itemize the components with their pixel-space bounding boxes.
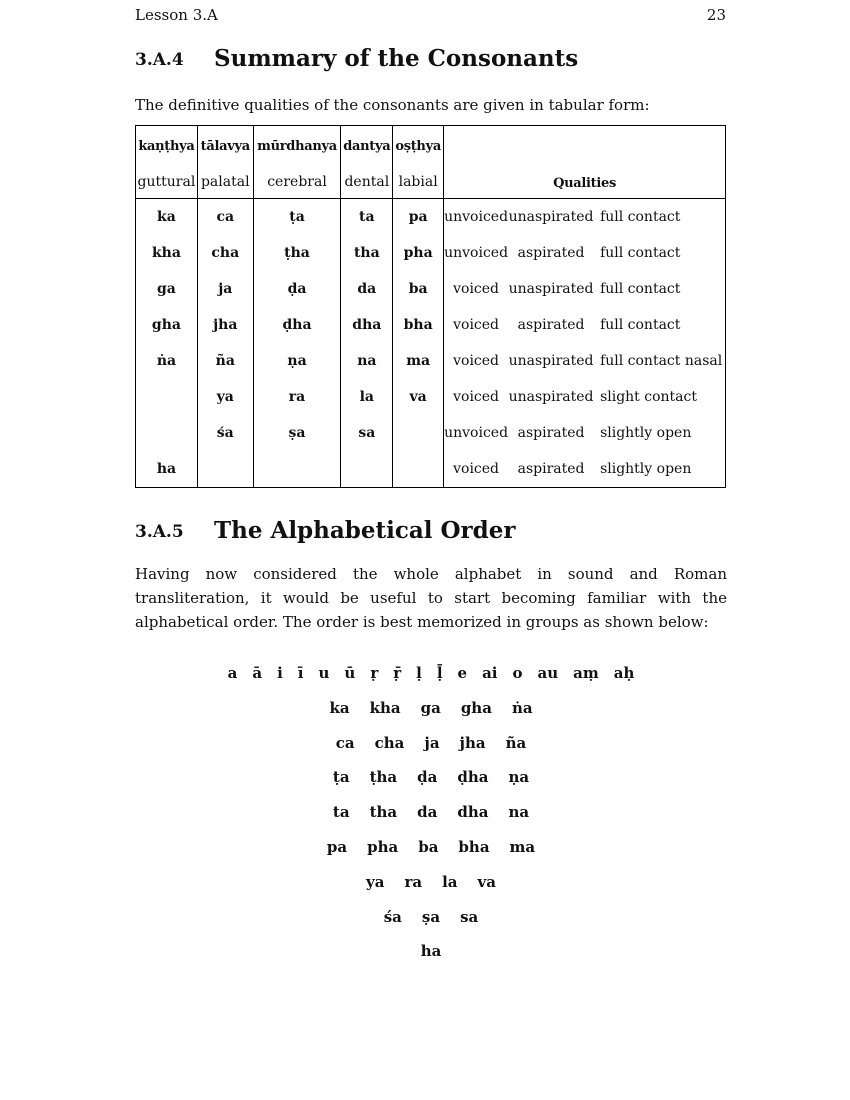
qualities-cell bbox=[444, 343, 726, 379]
alphabet-letter: ā bbox=[252, 664, 263, 682]
consonant-cell: na bbox=[341, 343, 393, 379]
voicing-quality: voiced bbox=[453, 281, 500, 297]
consonant-cell: ña bbox=[197, 343, 253, 379]
alphabet-letter: ṅa bbox=[511, 699, 533, 717]
contact-quality: slightly open bbox=[600, 425, 692, 441]
table-header-sanskrit-row bbox=[136, 126, 726, 167]
alphabet-letter: a bbox=[227, 664, 238, 682]
table-row bbox=[136, 379, 726, 415]
table-row bbox=[136, 307, 726, 343]
qualities-cell bbox=[444, 451, 726, 488]
consonant-cell bbox=[393, 415, 444, 451]
alphabet-letter: ba bbox=[418, 838, 439, 856]
consonant-cell bbox=[253, 451, 341, 488]
consonant-cell: ṭha bbox=[253, 235, 341, 271]
alphabet-letter: o bbox=[512, 664, 523, 682]
consonant-cell: ṇa bbox=[253, 343, 341, 379]
alphabet-group-line bbox=[135, 803, 727, 821]
qualities-cell bbox=[444, 199, 726, 236]
alphabet-letter: ṣa bbox=[421, 908, 441, 926]
qualities-header: Qualities bbox=[444, 126, 726, 199]
alphabet-letter: ū bbox=[344, 664, 356, 682]
alphabet-group-line bbox=[135, 699, 727, 717]
table-row bbox=[136, 415, 726, 451]
alphabet-letter: pha bbox=[367, 838, 399, 856]
consonant-cell: ba bbox=[393, 271, 444, 307]
consonant-cell: ka bbox=[136, 199, 198, 236]
consonant-cell: ya bbox=[197, 379, 253, 415]
aspiration-quality: unaspirated bbox=[508, 209, 594, 225]
alphabet-letter: ī bbox=[297, 664, 304, 682]
alphabet-letter: i bbox=[277, 664, 283, 682]
consonant-cell: ja bbox=[197, 271, 253, 307]
table-row bbox=[136, 199, 726, 236]
aspiration-quality: aspirated bbox=[517, 425, 585, 441]
alphabet-group-line bbox=[135, 873, 727, 891]
consonant-cell: cha bbox=[197, 235, 253, 271]
alphabet-letter: ya bbox=[366, 873, 385, 891]
col-header-sanskrit: kaṇṭhya bbox=[136, 126, 198, 167]
alphabet-letter: ca bbox=[335, 734, 355, 752]
consonant-cell: jha bbox=[197, 307, 253, 343]
qualities-cell bbox=[444, 379, 726, 415]
alphabet-letter: ṛ bbox=[370, 664, 379, 682]
col-header-sanskrit: oṣṭhya bbox=[393, 126, 444, 167]
alphabet-letter: aṃ bbox=[573, 664, 599, 682]
alphabet-letter: ṭa bbox=[332, 768, 350, 786]
contact-quality: full contact nasal bbox=[600, 353, 723, 369]
alphabet-letter: ga bbox=[420, 699, 441, 717]
alphabet-letter: bha bbox=[458, 838, 490, 856]
aspiration-quality: unaspirated bbox=[508, 353, 594, 369]
contact-quality: slight contact bbox=[600, 389, 697, 405]
alphabet-letter: ṝ bbox=[393, 664, 402, 682]
consonant-cell: ṭa bbox=[253, 199, 341, 236]
alphabet-letter: ṇa bbox=[508, 768, 530, 786]
col-header-sanskrit: dantya bbox=[341, 126, 393, 167]
alphabet-letter: va bbox=[477, 873, 496, 891]
consonant-cell: sa bbox=[341, 415, 393, 451]
qualities-cell bbox=[444, 235, 726, 271]
consonant-cell: pha bbox=[393, 235, 444, 271]
voicing-quality: voiced bbox=[453, 461, 500, 477]
alphabet-letter: aḥ bbox=[613, 664, 635, 682]
col-header-english: guttural bbox=[136, 166, 198, 199]
voicing-quality: unvoiced bbox=[444, 209, 509, 225]
consonant-cell: va bbox=[393, 379, 444, 415]
consonant-cell: pa bbox=[393, 199, 444, 236]
consonant-cell: kha bbox=[136, 235, 198, 271]
consonant-cell: ga bbox=[136, 271, 198, 307]
section-number: 3.A.5 bbox=[135, 522, 184, 542]
alphabet-group-line bbox=[135, 942, 727, 960]
contact-quality: slightly open bbox=[600, 461, 692, 477]
consonant-cell: ṅa bbox=[136, 343, 198, 379]
section-title: The Alphabetical Order bbox=[214, 517, 516, 544]
alphabet-letter: u bbox=[318, 664, 330, 682]
section-number: 3.A.4 bbox=[135, 50, 184, 70]
alphabet-letter: dha bbox=[457, 803, 489, 821]
consonant-cell bbox=[393, 451, 444, 488]
alphabet-intro-paragraph: Having now considered the whole alphabet in sound and Roman transliteration, it would be useful to start becoming familiar with the alphabetical order. The order is best memorized in groups as shown below: bbox=[135, 565, 727, 631]
alphabet-letter: śa bbox=[383, 908, 402, 926]
consonant-cell bbox=[197, 451, 253, 488]
contact-quality: full contact bbox=[600, 245, 681, 261]
aspiration-quality: aspirated bbox=[517, 317, 585, 333]
alphabet-group-line bbox=[135, 734, 727, 752]
aspiration-quality: unaspirated bbox=[508, 389, 594, 405]
col-header-english: cerebral bbox=[253, 166, 341, 199]
alphabet-letter: ta bbox=[332, 803, 350, 821]
alphabet-letter: ma bbox=[509, 838, 536, 856]
col-header-sanskrit: tālavya bbox=[197, 126, 253, 167]
consonant-cell: ra bbox=[253, 379, 341, 415]
table-intro-text: The definitive qualities of the consonants are given in tabular form: bbox=[135, 96, 650, 114]
section-heading-3a5 bbox=[135, 517, 516, 544]
consonant-cell: dha bbox=[341, 307, 393, 343]
consonant-cell: la bbox=[341, 379, 393, 415]
consonant-cell: tha bbox=[341, 235, 393, 271]
alphabet-letter: ha bbox=[420, 942, 442, 960]
voicing-quality: voiced bbox=[453, 353, 500, 369]
consonant-cell: ha bbox=[136, 451, 198, 488]
consonant-cell bbox=[341, 451, 393, 488]
alphabet-letter: ai bbox=[482, 664, 498, 682]
consonant-cell: ḍha bbox=[253, 307, 341, 343]
alphabet-letter: ra bbox=[404, 873, 423, 891]
alphabet-letter: ṭha bbox=[369, 768, 398, 786]
col-header-sanskrit: mūrdhanya bbox=[253, 126, 341, 167]
qualities-cell bbox=[444, 307, 726, 343]
consonant-table bbox=[135, 125, 726, 488]
voicing-quality: unvoiced bbox=[444, 245, 509, 261]
alphabet-letter: pa bbox=[326, 838, 348, 856]
alphabet-group-line bbox=[135, 838, 727, 856]
alphabet-letter: cha bbox=[374, 734, 405, 752]
voicing-quality: voiced bbox=[453, 389, 500, 405]
section-title: Summary of the Consonants bbox=[214, 45, 579, 72]
consonant-cell: bha bbox=[393, 307, 444, 343]
consonant-cell: ta bbox=[341, 199, 393, 236]
alphabet-letter: kha bbox=[369, 699, 401, 717]
aspiration-quality: aspirated bbox=[517, 245, 585, 261]
consonant-cell: ca bbox=[197, 199, 253, 236]
alphabet-letter: ḹ bbox=[436, 664, 443, 682]
table-row bbox=[136, 451, 726, 488]
contact-quality: full contact bbox=[600, 317, 681, 333]
consonant-cell: ṣa bbox=[253, 415, 341, 451]
table-row bbox=[136, 235, 726, 271]
alphabet-letter: gha bbox=[460, 699, 492, 717]
table-row bbox=[136, 271, 726, 307]
consonant-cell: śa bbox=[197, 415, 253, 451]
consonant-cell bbox=[136, 415, 198, 451]
alphabet-letter: e bbox=[457, 664, 468, 682]
alphabet-letter: ña bbox=[505, 734, 527, 752]
col-header-english: labial bbox=[393, 166, 444, 199]
col-header-english: dental bbox=[341, 166, 393, 199]
alphabet-letter: ḍha bbox=[457, 768, 489, 786]
alphabet-letter: ka bbox=[329, 699, 350, 717]
consonant-cell: ma bbox=[393, 343, 444, 379]
alphabet-letter: la bbox=[442, 873, 458, 891]
consonant-cell: da bbox=[341, 271, 393, 307]
alphabet-group-line bbox=[135, 908, 727, 926]
alphabet-letter: au bbox=[537, 664, 559, 682]
consonant-cell: ḍa bbox=[253, 271, 341, 307]
alphabet-letter: sa bbox=[460, 908, 479, 926]
alphabet-letter: tha bbox=[369, 803, 398, 821]
alphabet-letter: ḷ bbox=[416, 664, 422, 682]
alphabet-letter: na bbox=[508, 803, 530, 821]
col-header-english: palatal bbox=[197, 166, 253, 199]
page-number: 23 bbox=[706, 6, 726, 24]
alphabet-letter: da bbox=[417, 803, 438, 821]
qualities-cell bbox=[444, 415, 726, 451]
alphabet-letter: jha bbox=[459, 734, 486, 752]
table-row bbox=[136, 343, 726, 379]
alphabet-letter: ja bbox=[424, 734, 440, 752]
contact-quality: full contact bbox=[600, 209, 681, 225]
alphabet-letter: ḍa bbox=[417, 768, 438, 786]
consonant-cell bbox=[136, 379, 198, 415]
voicing-quality: voiced bbox=[453, 317, 500, 333]
qualities-cell bbox=[444, 271, 726, 307]
voicing-quality: unvoiced bbox=[444, 425, 509, 441]
aspiration-quality: aspirated bbox=[517, 461, 585, 477]
alphabet-group-line bbox=[135, 768, 727, 786]
running-header-lesson: Lesson 3.A bbox=[135, 6, 218, 24]
contact-quality: full contact bbox=[600, 281, 681, 297]
aspiration-quality: unaspirated bbox=[508, 281, 594, 297]
alphabet-group-line bbox=[135, 664, 727, 682]
section-heading-3a4 bbox=[135, 45, 579, 72]
consonant-cell: gha bbox=[136, 307, 198, 343]
